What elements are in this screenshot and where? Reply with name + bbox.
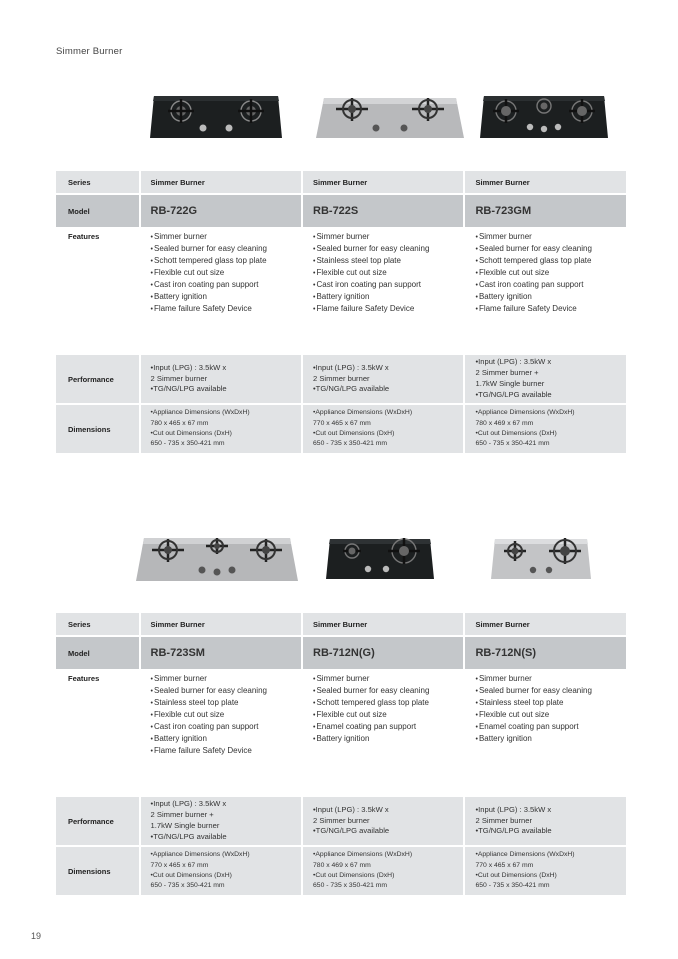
model-cell: RB-722S	[303, 195, 463, 227]
dimensions-label: Dimensions	[56, 405, 139, 453]
features-label: Features	[56, 669, 139, 797]
series-cell: Simmer Burner	[141, 613, 301, 635]
performance-label: Performance	[56, 797, 139, 845]
feature-item: • Flexible cut out size	[313, 267, 463, 279]
feature-item: • Enamel coating pan support	[313, 721, 463, 733]
series-label: Series	[56, 613, 139, 635]
performance-cell: •Input (LPG) : 3.5kW x 2 Simmer burner •TG/NG/LPG available	[475, 804, 552, 836]
dimensions-row	[56, 847, 626, 895]
feature-item: • Stainless steel top plate	[151, 697, 301, 709]
feature-item: • Flame failure Safety Device	[151, 745, 301, 757]
series-cell: Simmer Burner	[141, 171, 301, 193]
spec-table-2	[54, 613, 628, 895]
feature-item: • Flexible cut out size	[475, 709, 626, 721]
series-cell: Simmer Burner	[303, 171, 463, 193]
feature-item: • Cast iron coating pan support	[151, 279, 301, 291]
feature-list	[475, 673, 626, 745]
performance-label: Performance	[56, 355, 139, 403]
feature-item: • Enamel coating pan support	[475, 721, 626, 733]
hob-image-rb-722s	[314, 95, 466, 141]
series-cell: Simmer Burner	[465, 171, 626, 193]
feature-item: • Simmer burner	[151, 673, 301, 685]
performance-cell: •Input (LPG) : 3.5kW x 2 Simmer burner •TG/NG/LPG available	[150, 362, 227, 394]
feature-item: • Simmer burner	[151, 231, 301, 243]
feature-item: • Flexible cut out size	[151, 267, 301, 279]
feature-item: • Schott tempered glass top plate	[313, 697, 463, 709]
feature-item: • Sealed burner for easy cleaning	[151, 243, 301, 255]
series-cell: Simmer Burner	[303, 613, 463, 635]
feature-item: • Flame failure Safety Device	[151, 303, 301, 315]
hob-image-rb-723gm	[478, 93, 610, 141]
features-row	[56, 669, 626, 797]
dimensions-row	[56, 405, 626, 453]
feature-item: • Stainless steel top plate	[475, 697, 626, 709]
hob-image-rb-712ns	[489, 536, 593, 582]
feature-list	[313, 231, 463, 315]
feature-item: • Stainless steel top plate	[313, 255, 463, 267]
performance-cell: •Input (LPG) : 3.5kW x 2 Simmer burner + 1.7kW Single burner •TG/NG/LPG available	[475, 357, 552, 399]
feature-item: • Sealed burner for easy cleaning	[313, 685, 463, 697]
series-row	[56, 171, 626, 193]
model-cell: RB-712N(G)	[303, 637, 463, 669]
performance-row	[56, 797, 626, 845]
series-row	[56, 613, 626, 635]
feature-item: • Cast iron coating pan support	[151, 721, 301, 733]
feature-item: • Cast iron coating pan support	[475, 279, 626, 291]
feature-item: • Simmer burner	[313, 231, 463, 243]
model-label: Model	[56, 637, 139, 669]
feature-list	[151, 231, 301, 315]
performance-cell: •Input (LPG) : 3.5kW x 2 Simmer burner •TG/NG/LPG available	[313, 804, 390, 836]
hob-image-rb-722g	[148, 93, 284, 141]
feature-item: • Battery ignition	[313, 291, 463, 303]
model-cell: RB-722G	[141, 195, 301, 227]
hob-image-rb-723sm	[134, 534, 300, 584]
feature-item: • Cast iron coating pan support	[313, 279, 463, 291]
dimensions-cell: •Appliance Dimensions (WxDxH) 770 x 465 x 67 mm •Cut out Dimensions (DxH) 650 - 735 x 350-421 mm	[150, 851, 250, 890]
feature-item: • Sealed burner for easy cleaning	[475, 243, 626, 255]
feature-item: • Simmer burner	[313, 673, 463, 685]
feature-item: • Sealed burner for easy cleaning	[475, 685, 626, 697]
series-cell: Simmer Burner	[465, 613, 626, 635]
feature-item: • Flexible cut out size	[313, 709, 463, 721]
model-label: Model	[56, 195, 139, 227]
spec-table-1	[54, 171, 628, 453]
feature-item: • Battery ignition	[313, 733, 463, 745]
dimensions-cell: •Appliance Dimensions (WxDxH) 770 x 465 x 67 mm •Cut out Dimensions (DxH) 650 - 735 x 350-421 mm	[313, 409, 413, 448]
page-number: 19	[31, 931, 42, 941]
dimensions-cell: •Appliance Dimensions (WxDxH) 770 x 465 x 67 mm •Cut out Dimensions (DxH) 650 - 735 x 350-421 mm	[475, 851, 575, 890]
dimensions-cell: •Appliance Dimensions (WxDxH) 780 x 469 x 67 mm •Cut out Dimensions (DxH) 650 - 735 x 350-421 mm	[475, 409, 575, 448]
model-cell: RB-723GM	[465, 195, 626, 227]
feature-list	[151, 673, 301, 757]
model-cell: RB-712N(S)	[465, 637, 626, 669]
features-label: Features	[56, 227, 139, 355]
performance-cell: •Input (LPG) : 3.5kW x 2 Simmer burner •TG/NG/LPG available	[313, 362, 390, 394]
feature-item: • Schott tempered glass top plate	[151, 255, 301, 267]
dimensions-label: Dimensions	[56, 847, 139, 895]
hob-image-rb-712ng	[324, 536, 436, 582]
feature-item: • Flame failure Safety Device	[475, 303, 626, 315]
dimensions-cell: •Appliance Dimensions (WxDxH) 780 x 469 x 67 mm •Cut out Dimensions (DxH) 650 - 735 x 350-421 mm	[313, 851, 413, 890]
feature-item: • Battery ignition	[151, 291, 301, 303]
performance-cell: •Input (LPG) : 3.5kW x 2 Simmer burner + 1.7kW Single burner •TG/NG/LPG available	[150, 799, 227, 841]
feature-item: • Simmer burner	[475, 231, 626, 243]
series-label: Series	[56, 171, 139, 193]
page-title: Simmer Burner	[56, 46, 123, 57]
feature-item: • Sealed burner for easy cleaning	[151, 685, 301, 697]
dimensions-cell: •Appliance Dimensions (WxDxH) 780 x 465 x 67 mm •Cut out Dimensions (DxH) 650 - 735 x 350-421 mm	[150, 409, 250, 448]
feature-item: • Schott tempered glass top plate	[475, 255, 626, 267]
feature-item: • Flexible cut out size	[151, 709, 301, 721]
model-row	[56, 195, 626, 227]
performance-row	[56, 355, 626, 403]
feature-item: • Battery ignition	[475, 733, 626, 745]
features-row	[56, 227, 626, 355]
model-row	[56, 637, 626, 669]
feature-list	[475, 231, 626, 315]
feature-item: • Battery ignition	[151, 733, 301, 745]
feature-item: • Simmer burner	[475, 673, 626, 685]
feature-item: • Flame failure Safety Device	[313, 303, 463, 315]
feature-item: • Flexible cut out size	[475, 267, 626, 279]
feature-list	[313, 673, 463, 745]
feature-item: • Battery ignition	[475, 291, 626, 303]
feature-item: • Sealed burner for easy cleaning	[313, 243, 463, 255]
model-cell: RB-723SM	[141, 637, 301, 669]
